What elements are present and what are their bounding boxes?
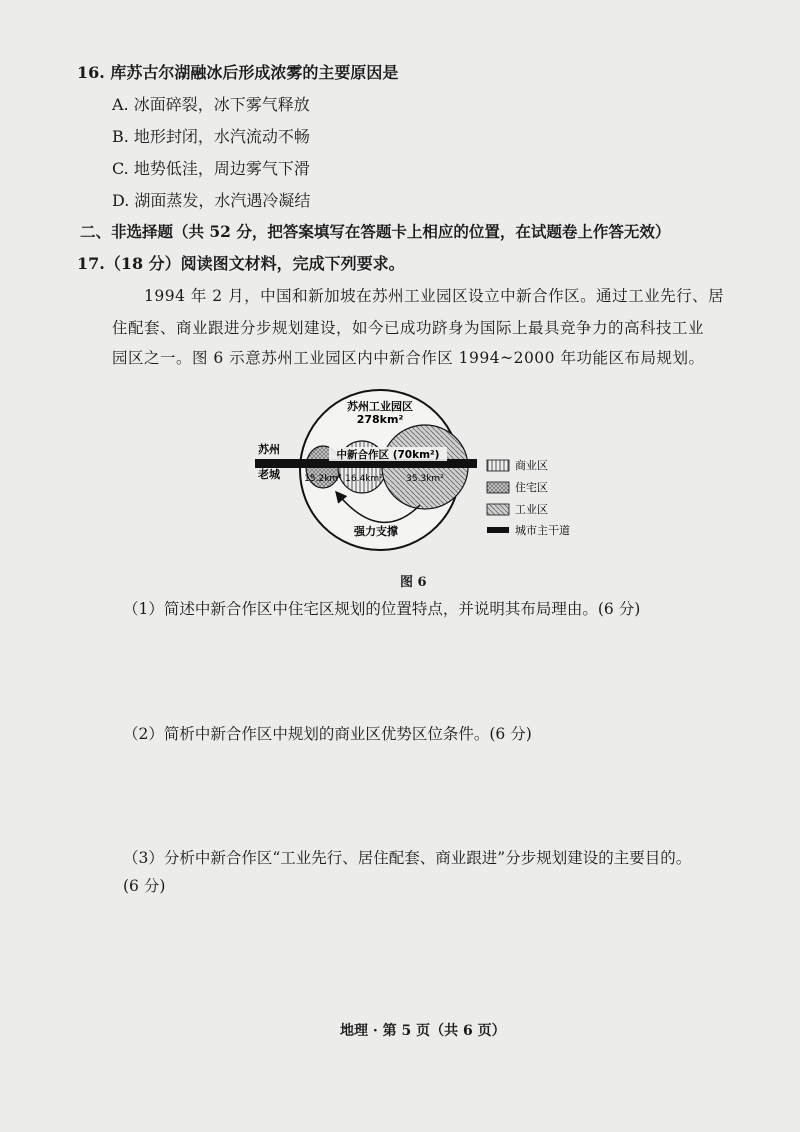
legend-road-swatch <box>487 527 509 533</box>
legend-residential-swatch <box>487 482 509 493</box>
legend-road-label: 城市主干道 <box>515 524 570 537</box>
q17-sub3-line2: (6 分) <box>123 877 166 895</box>
section2-heading: 二、非选择题（共 52 分，把答案填写在答题卡上相应的位置，在试题卷上作答无效） <box>80 222 671 241</box>
legend-industrial-swatch <box>487 504 509 515</box>
q17-sub1: （1）简述中新合作区中住宅区规划的位置特点，并说明其布局理由。(6 分) <box>123 600 641 618</box>
page-footer: 地理 · 第 5 页（共 6 页） <box>340 1023 506 1039</box>
q16-option-b: B. 地形封闭，水汽流动不畅 <box>112 127 310 146</box>
support-label: 强力支撑 <box>354 525 398 538</box>
area-left-label: 15.2km² <box>304 474 342 484</box>
figure-6-diagram <box>255 385 595 585</box>
legend-commercial-swatch <box>487 460 509 471</box>
park-name-label: 苏州工业园区 <box>347 400 413 413</box>
legend-commercial-label: 商业区 <box>515 459 548 472</box>
q17-material-line3: 园区之一。图 6 示意苏州工业园区内中新合作区 1994~2000 年功能区布局规划。 <box>112 349 705 367</box>
q17-material-line1: 1994 年 2 月，中国和新加坡在苏州工业园区设立中新合作区。通过工业先行、居 <box>144 287 725 305</box>
area-mid-label: 16.4km² <box>345 474 383 484</box>
q17-material-line2: 住配套、商业跟进分步规划建设，如今已成功跻身为国际上最具竞争力的高科技工业 <box>112 319 705 337</box>
q17-stem: 17.（18 分）阅读图文材料，完成下列要求。 <box>77 254 405 273</box>
figure-caption: 图 6 <box>400 575 427 590</box>
zone-total-label: 中新合作区 (70km²) <box>336 449 440 461</box>
q16-stem: 16. 库苏古尔湖融冰后形成浓雾的主要原因是 <box>77 63 399 82</box>
old-city-label-2: 老城 <box>258 468 280 481</box>
legend-residential-label: 住宅区 <box>515 481 548 494</box>
q16-option-a: A. 冰面碎裂，冰下雾气释放 <box>112 95 310 114</box>
park-area-label: 278km² <box>356 413 404 426</box>
legend-industrial-label: 工业区 <box>515 503 548 516</box>
q16-option-d: D. 湖面蒸发，水汽遇冷凝结 <box>112 191 311 210</box>
figure-legend <box>487 458 570 537</box>
q17-sub3-line1: （3）分析中新合作区“工业先行、居住配套、商业跟进”分步规划建设的主要目的。 <box>123 849 692 867</box>
q16-option-c: C. 地势低洼，周边雾气下滑 <box>112 159 310 178</box>
q17-sub2: （2）简析中新合作区中规划的商业区优势区位条件。(6 分) <box>123 725 532 743</box>
old-city-label-1: 苏州 <box>258 443 280 456</box>
area-right-label: 35.3km² <box>406 474 444 484</box>
